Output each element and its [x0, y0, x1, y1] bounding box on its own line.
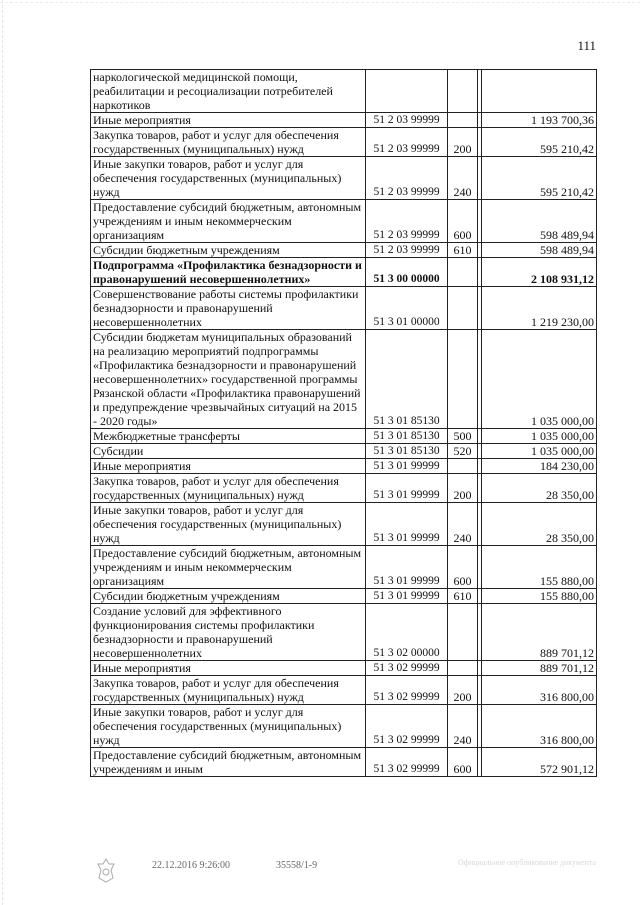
table-row	[91, 676, 597, 705]
row-sum-cell: 1 035 000,00	[482, 429, 597, 444]
row-sum-cell: 28 350,00	[482, 474, 597, 503]
table-row	[91, 243, 597, 258]
row-type-cell: 600	[448, 748, 478, 777]
table-row	[91, 503, 597, 546]
table-row	[91, 705, 597, 748]
row-name-cell: Создание условий для эффективного функционирования системы профилактики безнадзорности и правонарушений несовершеннолетних	[91, 604, 366, 661]
row-code-cell: 51 3 02 99999	[366, 748, 448, 777]
row-code-cell: 51 3 00 00000	[366, 258, 448, 287]
row-name-cell: Закупка товаров, работ и услуг для обеспечения государственных (муниципальных) нужд	[91, 474, 366, 503]
table-row	[91, 330, 597, 429]
row-code-cell: 51 3 02 99999	[366, 705, 448, 748]
row-code-cell: 51 3 02 00000	[366, 604, 448, 661]
row-sum-cell: 889 701,12	[482, 661, 597, 676]
row-sum-cell: 316 800,00	[482, 676, 597, 705]
table-row	[91, 157, 597, 200]
footer-document-code: 35558/1-9	[276, 860, 318, 871]
row-name-cell: Предоставление субсидий бюджетным, автономным учреждениям и иным некоммерческим организациям	[91, 546, 366, 589]
row-sum-cell: 316 800,00	[482, 705, 597, 748]
row-name-cell: Иные закупки товаров, работ и услуг для обеспечения государственных (муниципальных) нужд	[91, 157, 366, 200]
row-code-cell: 51 3 01 99999	[366, 459, 448, 474]
row-name-cell: Закупка товаров, работ и услуг для обеспечения государственных (муниципальных) нужд	[91, 676, 366, 705]
row-name-cell: Предоставление субсидий бюджетным, автономным учреждениям и иным	[91, 748, 366, 777]
row-type-cell: 200	[448, 128, 478, 157]
table-row	[91, 258, 597, 287]
row-type-cell: 240	[448, 503, 478, 546]
table-row	[91, 604, 597, 661]
row-code-cell: 51 3 01 99999	[366, 474, 448, 503]
row-sum-cell	[482, 70, 597, 113]
row-sum-cell: 598 489,94	[482, 243, 597, 258]
row-code-cell: 51 3 01 85130	[366, 330, 448, 429]
row-code-cell: 51 3 01 99999	[366, 503, 448, 546]
row-type-cell: 240	[448, 705, 478, 748]
table-row	[91, 113, 597, 128]
row-name-cell: Подпрограмма «Профилактика безнадзорности и правонарушений несовершеннолетних»	[91, 258, 366, 287]
row-sum-cell: 572 901,12	[482, 748, 597, 777]
row-sum-cell: 595 210,42	[482, 128, 597, 157]
row-sum-cell: 1 035 000,00	[482, 330, 597, 429]
row-type-cell: 200	[448, 676, 478, 705]
budget-table	[90, 69, 597, 777]
table-body	[91, 70, 597, 777]
row-sum-cell: 155 880,00	[482, 589, 597, 604]
row-sum-cell: 184 230,00	[482, 459, 597, 474]
table-row	[91, 200, 597, 243]
scan-edge-top	[0, 2, 640, 4]
table-row	[91, 661, 597, 676]
emblem-icon	[96, 858, 116, 884]
row-name-cell: Иные закупки товаров, работ и услуг для обеспечения государственных (муниципальных) нужд	[91, 705, 366, 748]
row-sum-cell: 1 219 230,00	[482, 287, 597, 330]
footer-timestamp: 22.12.2016 9:26:00	[152, 860, 231, 871]
row-sum-cell: 2 108 931,12	[482, 258, 597, 287]
row-type-cell	[448, 287, 478, 330]
row-type-cell: 500	[448, 429, 478, 444]
row-type-cell: 610	[448, 589, 478, 604]
row-sum-cell: 155 880,00	[482, 546, 597, 589]
row-name-cell: Закупка товаров, работ и услуг для обеспечения государственных (муниципальных) нужд	[91, 128, 366, 157]
row-sum-cell: 595 210,42	[482, 157, 597, 200]
row-name-cell: Субсидии бюджетным учреждениям	[91, 243, 366, 258]
row-name-cell: Субсидии бюджетным учреждениям	[91, 589, 366, 604]
row-code-cell: 51 2 03 99999	[366, 113, 448, 128]
row-name-cell: Иные мероприятия	[91, 661, 366, 676]
row-sum-cell: 889 701,12	[482, 604, 597, 661]
table-row	[91, 748, 597, 777]
row-type-cell	[448, 113, 478, 128]
row-code-cell: 51 3 02 99999	[366, 676, 448, 705]
table-row	[91, 287, 597, 330]
row-code-cell: 51 3 01 85130	[366, 444, 448, 459]
row-name-cell: Иные мероприятия	[91, 459, 366, 474]
row-code-cell: 51 2 03 99999	[366, 200, 448, 243]
scan-edge-left	[2, 0, 4, 905]
table-row	[91, 128, 597, 157]
row-type-cell: 520	[448, 444, 478, 459]
row-name-cell: Субсидии	[91, 444, 366, 459]
row-type-cell: 200	[448, 474, 478, 503]
row-type-cell	[448, 661, 478, 676]
row-sum-cell: 598 489,94	[482, 200, 597, 243]
row-code-cell: 51 3 01 99999	[366, 589, 448, 604]
row-code-cell: 51 3 01 00000	[366, 287, 448, 330]
table-row	[91, 459, 597, 474]
table-row	[91, 589, 597, 604]
row-type-cell	[448, 459, 478, 474]
row-code-cell	[366, 70, 448, 113]
row-code-cell: 51 2 03 99999	[366, 128, 448, 157]
row-sum-cell: 28 350,00	[482, 503, 597, 546]
row-type-cell	[448, 330, 478, 429]
table-row	[91, 429, 597, 444]
row-code-cell: 51 3 02 99999	[366, 661, 448, 676]
row-name-cell: Совершенствование работы системы профилактики безнадзорности и правонарушений несовершеннолетних	[91, 287, 366, 330]
row-code-cell: 51 2 03 99999	[366, 157, 448, 200]
row-name-cell: Иные мероприятия	[91, 113, 366, 128]
row-name-cell: наркологической медицинской помощи, реабилитации и ресоциализации потребителей наркотиков	[91, 70, 366, 113]
row-name-cell: Межбюджетные трансферты	[91, 429, 366, 444]
row-type-cell: 600	[448, 200, 478, 243]
table-row	[91, 546, 597, 589]
row-code-cell: 51 2 03 99999	[366, 243, 448, 258]
row-type-cell: 600	[448, 546, 478, 589]
row-code-cell: 51 3 01 85130	[366, 429, 448, 444]
row-name-cell: Предоставление субсидий бюджетным, автономным учреждениям и иным некоммерческим организациям	[91, 200, 366, 243]
row-type-cell: 240	[448, 157, 478, 200]
page-number: 111	[577, 38, 596, 53]
row-type-cell	[448, 258, 478, 287]
row-type-cell	[448, 70, 478, 113]
row-sum-cell: 1 035 000,00	[482, 444, 597, 459]
row-name-cell: Субсидии бюджетам муниципальных образований на реализацию мероприятий подпрограммы «Профилактика безнадзорности и правонарушений несовершеннолетних» государственной программы Рязанской области «Профилактика правонарушений и предупреждение чрезвычайных ситуаций на 2015 - 2020 годы»	[91, 330, 366, 429]
row-type-cell	[448, 604, 478, 661]
footer-watermark: Официальное опубликование документа	[458, 858, 596, 867]
table-row	[91, 474, 597, 503]
row-sum-cell: 1 193 700,36	[482, 113, 597, 128]
row-type-cell: 610	[448, 243, 478, 258]
table-row	[91, 444, 597, 459]
row-code-cell: 51 3 01 99999	[366, 546, 448, 589]
table-row	[91, 70, 597, 113]
page-footer	[0, 858, 640, 888]
row-name-cell: Иные закупки товаров, работ и услуг для обеспечения государственных (муниципальных) нужд	[91, 503, 366, 546]
